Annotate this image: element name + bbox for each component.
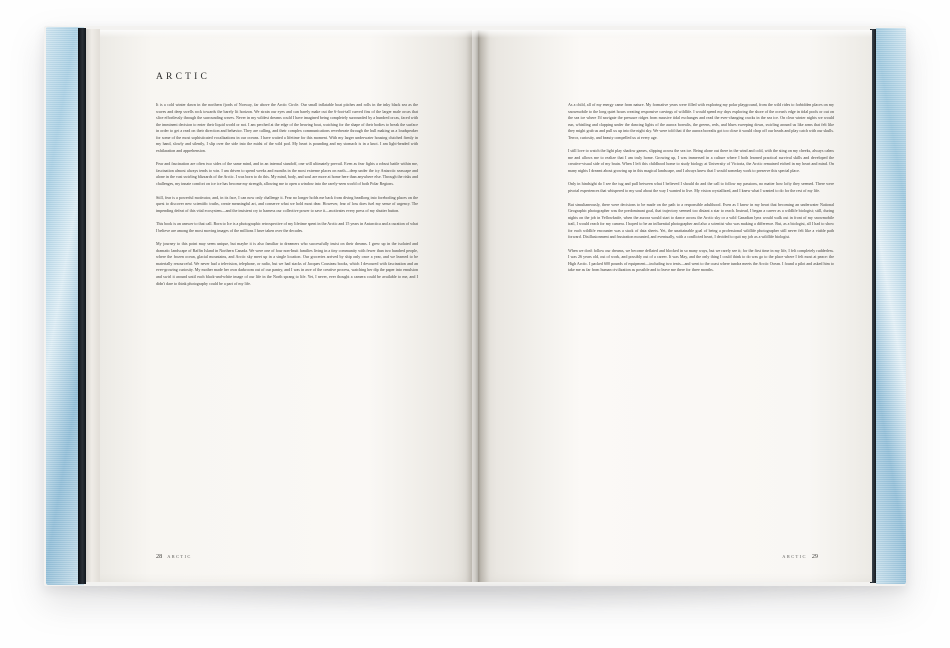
left-page-number: 28	[156, 553, 163, 560]
paragraph: This book is an answer to that call. Born to Ice is a photographic retrospective of my lifetime spent in the Arctic and 15 years in Antarctica and a curation of what I believe are among the most moving images of the millions I have taken over the decades.	[156, 221, 418, 233]
paragraph: As a child, all of my energy came from nature. My formative years were filled with exploring my polar playground, from the wild rides to forbidden places on my snowmobile to the long quiet hours creating responsive carvings of wildlife. I would spend my days exploring the shore of the ocean's edge in tidal pools or out on the sea ice where I'd navigate the pressure ridges from massive tidal exchanges and read the ever-changing cracks in the sea ice. On clear winter nights we would run, whistling and clapping under the dancing lights of the aurora borealis, the greens, reds, and blues sweeping down, swirling around us like arms that felt like they might grab us and pull us up into the night sky. We were told that if the aurora borealis got too close it would chop off our heads and play catch with our skulls. Terror, curiosity, and beauty compelled us at every age.	[568, 102, 834, 140]
paragraph: I still love to watch the light play shadow games, slipping across the sea ice. Being alone out there in the wind and cold, with the sting on my cheeks, always calms me and allows me to realize that I am truly home. Growing up, I was immersed in a culture where I both learned practical survival skills and developed the creative-visual side of my brain. When I left this childhood home to study biology at University of Victoria, the Arctic remained etched in my heart and mind. On many nights I dreamt about growing up in this magical landscape, and I always knew that I would someday work to preserve this special place.	[568, 148, 834, 173]
right-page-folio-word: ARCTIC	[782, 554, 807, 559]
left-cover-spine-edge	[78, 28, 86, 584]
paragraph: Only in hindsight do I see the tug and pull between what I believed I should do and the call to follow my passions, no matter how lofty they seemed. There were pivotal experiences that whispered to my soul about the way I wanted to live. My vision crystallized, and I knew what I wanted to do for the rest of my life.	[568, 181, 834, 194]
right-page-text-column	[568, 102, 834, 274]
left-page	[100, 30, 472, 582]
left-page-text-column	[156, 102, 418, 287]
paragraph: But simultaneously, there were decisions to be made on the path to a responsible adulthood. Even as I knew in my heart that becoming an underwater National Geographic photographer was the predominant goal, that trajectory seemed too distant a star to reach. Instead, I began a career as a wildlife biologist; still, during nights on the job in Yellowknife, when the aurora would start to dance across the Arctic sky or a wild Canadian lynx would walk out in front of my snowmobile trail, I would reach for my camera. I hoped to be an influential photographer and also a scientist who was making a difference. But, as a biologist, all I had to show for each wildlife encounter was a stack of data sheets. Yet, the unattainable goal of being a professional wildlife photographer still never felt like a viable path forward. Disillusionment and frustration mounted, and eventually, with a conflicted heart, I decided to quit my job as a wildlife biologist.	[568, 201, 834, 240]
left-page-stack	[86, 29, 100, 582]
paragraph: It is a cold winter dawn in the northern fjords of Norway, far above the Arctic Circle. Our small inflatable boat pitches and rolls in the inky black sea as the waves and deep swells rock towards the barely lit horizon. We strain our eyes and can barely make out the 6-foot-tall curved fins of the larger male orcas that slice effortlessly through the surrounding waves. Never in my wildest dreams could I have imagined being completely surrounded by a hundred orcas, faced with the imminent decision to enter their liquid world or not. I am perched at the edge of the heaving boat, watching for the shape of their bodies to break the surface in order to get a read on their direction and behavior. They are calling, and their complex communications reverberate through the hull making us a loudspeaker for some of the most sophisticated vocalizations in our oceans. I have waited a lifetime for this moment. With my larger underwater housing clutched firmly in my hand, slowly and silently, I slip over the side into the midst of the wild pod. My heart is pounding and my stomach is in a knot. I am light-headed with exhilaration and apprehension.	[156, 102, 418, 153]
left-page-folio	[156, 553, 192, 560]
right-page	[478, 30, 872, 582]
paragraph: My journey to this point may seem unique, but maybe it is also familiar to dreamers who successfully insist on their dreams. I grew up in the isolated and dramatic landscape of Baffin Island in Northern Canada. We were one of four non-Inuit families living in a tiny community with fewer than two hundred people, where the frozen ocean, glacial mountains, and Arctic sky meet up in a single location. Our groceries arrived by ship only once a year, and we learned to be materially resourceful. We never had a television, telephone, or radio, but we had stacks of Jacques Cousteau books, which I devoured with fascination and an ever-growing curiosity. My mother made her own darkroom out of our pantry, and I was in awe of the creative process, watching her dip the paper into emulsion and swirl it around until each black-and-white image of our life in the North sprang to life. Yet, I never, ever thought a camera could be available to me, and I didn't dare to think photography could be a part of my life.	[156, 241, 418, 286]
chapter-title: ARCTIC	[156, 72, 211, 82]
paragraph: Still, fear is a powerful motivator, and, in its face, I can now only challenge it. Fear no longer holds me back from diving headlong into foreboding places on the quest to discover new scientific truths, create meaningful art, and conserve what we hold most dear. However, fear of loss does fuel my sense of urgency. The impending defeat of this vital ecosystem—and the insistent cry to harness our collective power to save it—motivates every press of my shutter button.	[156, 194, 418, 213]
right-page-folio	[782, 553, 818, 560]
paragraph: When we don't follow our dreams, we become deflated and blocked in so many ways, but we rarely see it; for the first time in my life, I felt completely rudderless. I was 26 years old, out of work, and possibly out of a career. It was May, and the only thing I could think to do was go to the place where I felt most at peace: the High Arctic. I packed 600 pounds of equipment—including two tents—and went to the coast where tundra meets the Arctic Ocean. I found a pilot and asked him to take me as far from human civilization as possible and to leave me there for three months.	[568, 247, 834, 273]
paragraph: Fear and fascination are often two sides of the same mind, and in an internal standoff, one will ultimately prevail. Even as fear fights a robust battle within me, fascination almost always tends to win. I am driven to spend weeks and months in the most extreme places on earth—deep under the icy Antarctic seascape and alone in the vast swirling blizzards of the Arctic. I was born to do this. My mind, body, and soul are more at home here than anywhere else. Through the risks and challenges, my innate comfort on ice ice has become my strength, allowing me to open a window into the rarely-seen world of both Polar Regions.	[156, 161, 418, 187]
book-gutter-shadow	[466, 30, 490, 582]
left-page-folio-word: ARCTIC	[167, 554, 192, 559]
right-page-number: 29	[811, 553, 818, 560]
right-cover-page-edges	[876, 28, 906, 584]
book-drop-shadow	[70, 586, 882, 612]
